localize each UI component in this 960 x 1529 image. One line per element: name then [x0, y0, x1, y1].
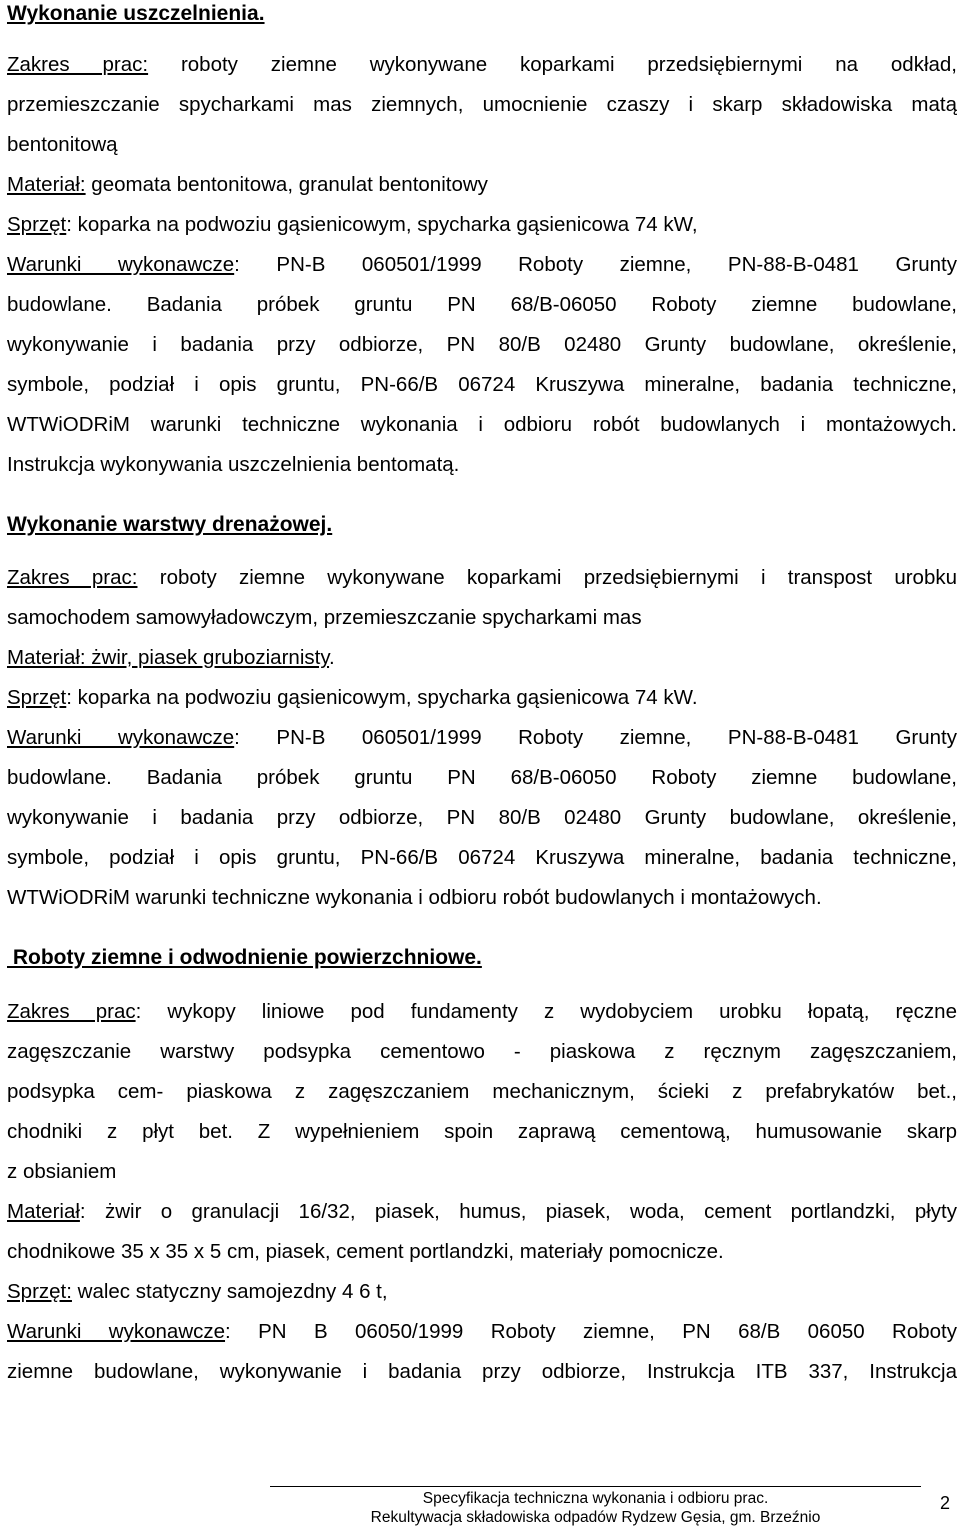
section-heading-drenaz: Wykonanie warstwy drenażowej. — [7, 513, 333, 536]
warunki-label: Warunki wykonawcze — [7, 726, 235, 749]
footer-line-1: Specyfikacja techniczna wykonania i odbioru prac. — [422, 1490, 769, 1507]
section3-zakres-paragraph: Zakres prac: wykopy liniowe pod fundamenty z wydobyciem urobku łopatą, ręczne zagęszczanie warstwy podsypka cementowo - piaskowa z ręcznym zagęszczaniem, podsypka cem- piaskowa z zagęszczaniem mechanicznym, ścieki z prefabrykatów bet., chodniki z płyt bet. Z wypełnieniem spoin zaprawą cementową, humusowanie skarp z obsianiem — [7, 1000, 957, 1183]
section-heading-uszczelnienie: Wykonanie uszczelnienia. — [7, 2, 265, 25]
sprzet-label: Sprzęt — [7, 213, 67, 236]
sprzet-label: Sprzęt — [7, 686, 67, 709]
material-label: Materiał: — [7, 173, 86, 196]
page-number: 2 — [940, 1493, 951, 1513]
section1-sprzet-line: Sprzęt: koparka na podwoziu gąsienicowym, spycharka gąsienicowa 74 kW, — [7, 213, 698, 236]
section3-sprzet-line: Sprzęt: walec statyczny samojezdny 4 6 t, — [7, 1280, 388, 1303]
section2-material-line: Materiał: żwir, piasek gruboziarnisty. — [7, 646, 335, 669]
warunki-label: Warunki wykonawcze — [7, 253, 235, 276]
section2-warunki-paragraph: Warunki wykonawcze: PN-B 060501/1999 Roboty ziemne, PN-88-B-0481 Grunty budowlane. Badania próbek gruntu PN 68/B-06050 Roboty ziemne budowlane, wykonywanie i badania przy odbiorze, PN 80/B 02480 Grunty budowlane, określenie, symbole, podział i opis gruntu, PN-66/B 06724 Kruszywa mineralne, badania techniczne, WTWiODRiM warunki techniczne wykonania i odbioru robót budowlanych i montażowych. — [7, 726, 957, 909]
section1-zakres-paragraph: Zakres prac: roboty ziemne wykonywane koparkami przedsiębiernymi na odkład, przemieszczanie spycharkami mas ziemnych, umocnienie czaszy i skarp składowiska matą bentonitową — [7, 53, 957, 156]
section1-warunki-paragraph: Warunki wykonawcze: PN-B 060501/1999 Roboty ziemne, PN-88-B-0481 Grunty budowlane. Badania próbek gruntu PN 68/B-06050 Roboty ziemne budowlane, wykonywanie i badania przy odbiorze, PN 80/B 02480 Grunty budowlane, określenie, symbole, podział i opis gruntu, PN-66/B 06724 Kruszywa mineralne, badania techniczne, WTWiODRiM warunki techniczne wykonania i odbioru robót budowlanych i montażowych. Instrukcja wykonywania uszczelnienia bentomatą. — [7, 253, 957, 476]
section1-material-line: Materiał: geomata bentonitowa, granulat bentonitowy — [7, 173, 488, 196]
section3-material-paragraph: Materiał: żwir o granulacji 16/32, piasek, humus, piasek, woda, cement portlandzki, płyty chodnikowe 35 x 35 x 5 cm, piasek, cement portlandzki, materiały pomocnicze. — [7, 1200, 957, 1263]
material-label: Materiał: żwir, piasek gruboziarnisty — [7, 646, 330, 669]
material-label: Materiał — [7, 1200, 80, 1223]
sprzet-label: Sprzęt: — [7, 1280, 72, 1303]
section2-sprzet-line: Sprzęt: koparka na podwoziu gąsienicowym, spycharka gąsienicowa 74 kW. — [7, 686, 698, 709]
zakres-label: Zakres prac: — [7, 566, 138, 589]
zakres-label: Zakres prac — [7, 1000, 136, 1023]
section-heading-roboty-ziemne: Roboty ziemne i odwodnienie powierzchniowe. — [7, 946, 482, 969]
footer-rule — [270, 1486, 921, 1487]
zakres-label: Zakres prac: — [7, 53, 149, 76]
footer-line-2: Rekultywacja składowiska odpadów Rydzew Gęsia, gm. Brzeźnio — [370, 1509, 821, 1526]
section2-zakres-paragraph: Zakres prac: roboty ziemne wykonywane koparkami przedsiębiernymi i transpost urobku samochodem samowyładowczym, przemieszczanie spycharkami mas — [7, 566, 957, 629]
section3-warunki-paragraph: Warunki wykonawcze: PN B 06050/1999 Roboty ziemne, PN 68/B 06050 Roboty ziemne budowlane, wykonywanie i badania przy odbiorze, Instrukcja ITB 337, Instrukcja — [7, 1320, 957, 1383]
warunki-label: Warunki wykonawcze — [7, 1320, 226, 1343]
